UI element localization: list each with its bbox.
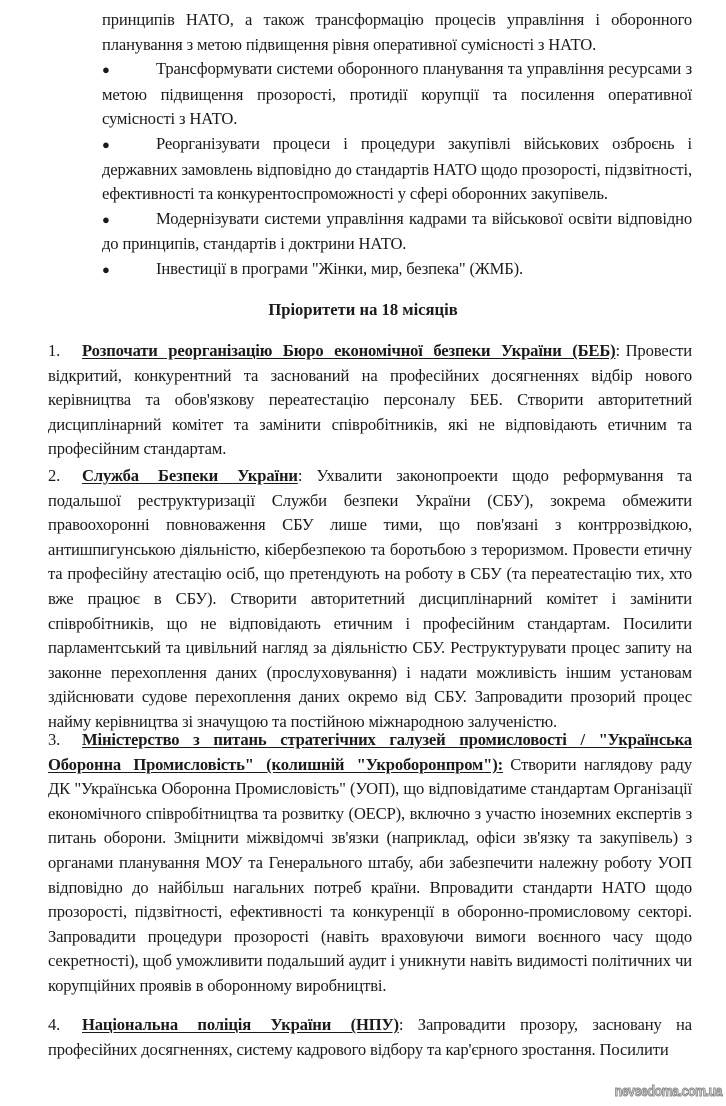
- priority-section-4: [48, 1013, 692, 1062]
- bullet-icon: ●: [102, 261, 110, 277]
- section-body: Ухвалити законопроекти щодо реформування та подальшої реструктуризації Служби безпеки України (СБУ), зокрема обмежити правоохоронні повноваження СБУ лише тими, що пов'язані з контррозвідкою, антишпигунською діяльністю, кібербезпекою та боротьбою з тероризмом. Провести етичну та професійну атестацію осіб, що претендують на роботу в СБУ (та переатестацію тих, хто вже працює в СБУ). Створити авторитетний дисциплінарний комітет і замінити співробітників, що не відповідають етичним і професійним стандартам. Посилити парламентський та цивільний нагляд за діяльністю СБУ. Реструктурувати процес запиту на законне перехоплення даних (прослуховування) і надати можливість іншим установам здійснювати судове перехоплення даних окремо від СБУ. Запровадити прозорий процес найму керівництва зі значущою та постійною міжнародною залученістю.: [48, 466, 692, 731]
- section-heading: Пріоритети на 18 місяців: [268, 300, 458, 319]
- section-body: Запровадити прозору, засновану на професійних досягненнях, систему кадрового відбору та кар'єрного зростання. Посилити: [48, 1015, 692, 1059]
- section-body: Створити наглядову раду ДК "Українська Оборонна Промисловість" (УОП), що відповідатиме стандартам Організації економічного співробітництва та розвитку (ОЕСР), включно з участю іноземних експертів з питань оборони. Зміцнити міжвідомчі зв'язки (наприклад, офіси зв'язку та закупівель) з органами планування МОУ та Генерального штабу, аби забезпечити належну роботу УОП відповідно до найбільш нагальних потреб країни. Впровадити стандарти НАТО щодо прозорості, підзвітності, ефективності та конкуренції в оборонно-промисловому секторі. Запровадити процедури прозорості (навіть враховуючи вимоги воєнного часу щодо секретності), щоб уможливити подальший аудит і уникнути навіть видимості політичних чи корупційних проявів в оборонному виробництві.: [48, 754, 692, 995]
- intro-block: [102, 8, 692, 283]
- bullet-text: Інвестиції в програми "Жінки, мир, безпека" (ЖМБ).: [156, 258, 524, 278]
- priority-section-2: [48, 464, 692, 735]
- watermark-logo: nevsedoma.com.ua: [614, 1083, 722, 1100]
- section-number: 4.: [48, 1015, 61, 1034]
- bullet-text: Трансформувати системи оборонного планування та управління ресурсами з метою підвищення прозорості, протидії корупції та посилення оперативної сумісності з НАТО.: [102, 59, 692, 129]
- bullet-item: [102, 132, 692, 207]
- section-separator: :: [497, 754, 504, 774]
- section-body: Провести відкритий, конкурентний та заснований на професійних досягненнях відбір нового керівництва та обов'язкову переатестацію персоналу БЕБ. Створити авторитетний дисциплінарний комітет та замінити співробітників, які не відповідають етичним та професійним стандартам.: [48, 341, 692, 459]
- bullet-icon: ●: [102, 62, 110, 78]
- section-title: Міністерство з питань стратегічних галузей промисловості / "Українська Оборонна Промисловість" (колишній "Укроборонпром"): [48, 730, 692, 774]
- bullet-item: [102, 257, 692, 283]
- bullet-item: [102, 207, 692, 257]
- bullet-text: Реорганізувати процеси і процедури закупівлі військових озброєнь і державних замовлень відповідно до стандартів НАТО щодо прозорості, підзвітності, ефективності та конкурентоспроможності у сфері оборонних закупівель.: [102, 133, 692, 204]
- section-separator: :: [615, 341, 620, 360]
- bullet-text: Модернізувати системи управління кадрами та військової освіти відповідно до принципів, стандартів і доктрини НАТО.: [102, 208, 692, 254]
- intro-continuation-text: принципів НАТО, а також трансформацію процесів управління і оборонного планування з метою підвищення рівня оперативної сумісності з НАТО.: [102, 10, 692, 54]
- bullet-item: [102, 57, 692, 132]
- section-number: 1.: [48, 341, 61, 360]
- bullet-icon: ●: [102, 136, 110, 152]
- section-title: Служба Безпеки України: [82, 466, 298, 485]
- section-separator: :: [297, 466, 303, 485]
- priority-section-3: [48, 728, 692, 999]
- priority-section-1: [48, 339, 692, 462]
- section-number: 2.: [48, 466, 61, 485]
- section-separator: :: [398, 1015, 404, 1034]
- section-title: Розпочати реорганізацію Бюро економічної безпеки України (БЕБ): [82, 341, 616, 360]
- bullet-icon: ●: [102, 211, 110, 227]
- section-title: Національна поліція України (НПУ): [82, 1015, 399, 1034]
- section-number: 3.: [48, 730, 61, 749]
